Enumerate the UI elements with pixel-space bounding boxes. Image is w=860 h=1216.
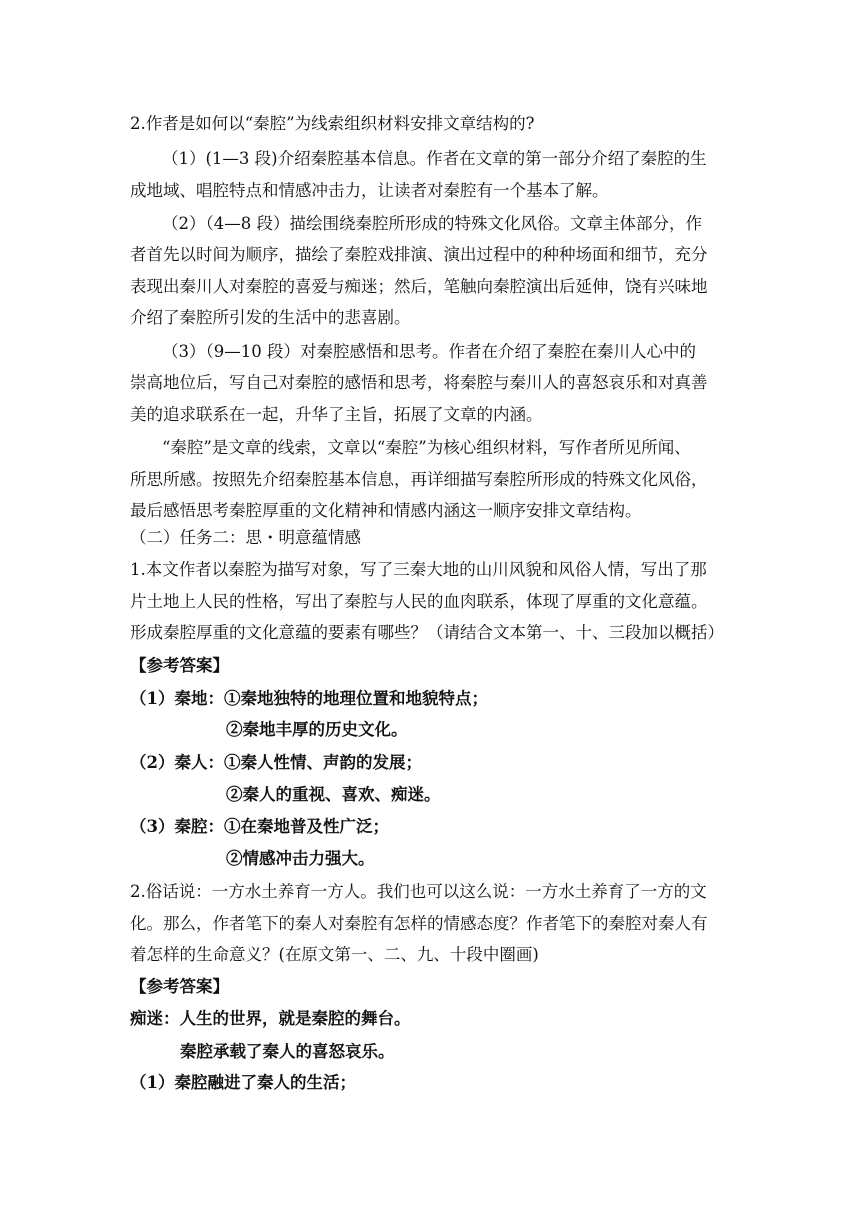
answer-line: 秦腔承载了秦人的喜怒哀乐。	[180, 1042, 395, 1061]
paragraph-line: （1）(1—3 段)介绍秦腔基本信息。作者在文章的第一部分介绍了秦腔的生	[162, 149, 707, 168]
answer-line: （1）秦地：①秦地独特的地理位置和地貌特点；	[130, 689, 488, 708]
task-2-heading: （二）任务二：思・明意蕴情感	[130, 528, 361, 547]
answer-line: （3）秦腔：①在秦地普及性广泛；	[130, 817, 389, 836]
answer-line: ②秦地丰厚的历史文化。	[226, 720, 408, 739]
paragraph-line: （3）（9—10 段）对秦腔感悟和思考。作者在介绍了秦腔在秦川人心中的	[162, 342, 696, 361]
answer-label: 【参考答案】	[130, 977, 229, 996]
paragraph-line: 美的追求联系在一起，升华了主旨，拓展了文章的内涵。	[130, 405, 543, 424]
summary-line: 所思所感。按照先介绍秦腔基本信息，再详细描写秦腔所形成的特殊文化风俗，	[130, 470, 708, 489]
paragraph-line: 者首先以时间为顺序，描绘了秦腔戏排演、演出过程中的种种场面和细节，充分	[130, 245, 708, 264]
answer-label: 【参考答案】	[130, 656, 229, 675]
question-line: 着怎样的生命意义？(在原文第一、二、九、十段中圈画)	[130, 945, 539, 964]
question-line: 2.俗话说：一方水土养育一方人。我们也可以这么说：一方水土养育了一方的文	[130, 882, 707, 901]
answer-line: ②情感冲击力强大。	[226, 849, 375, 868]
question-2-title: 2.作者是如何以“秦腔”为线索组织材料安排文章结构的?	[130, 114, 535, 133]
paragraph-line: 介绍了秦腔所引发的生活中的悲喜剧。	[130, 308, 411, 327]
summary-line: “秦腔”是文章的线索，文章以“秦腔”为核心组织材料，写作者所见所闻、	[162, 438, 691, 457]
answer-line: ②秦人的重视、喜欢、痴迷。	[226, 785, 441, 804]
question-line: 形成秦腔厚重的文化意蕴的要素有哪些？（请结合文本第一、十、三段加以概括）	[130, 623, 724, 642]
answer-line: （1）秦腔融进了秦人的生活；	[130, 1073, 356, 1092]
question-line: 1.本文作者以秦腔为描写对象，写了三秦大地的山川风貌和风俗人情，写出了那	[130, 560, 707, 579]
paragraph-line: 成地域、唱腔特点和情感冲击力，让读者对秦腔有一个基本了解。	[130, 181, 609, 200]
paragraph-line: 表现出秦川人对秦腔的喜爱与痴迷；然后，笔触向秦腔演出后延伸，饶有兴味地	[130, 277, 708, 296]
question-line: 片土地上人民的性格，写出了秦腔与人民的血肉联系，体现了厚重的文化意蕴。	[130, 592, 708, 611]
answer-line: （2）秦人：①秦人性情、声韵的发展；	[130, 753, 422, 772]
paragraph-line: 崇高地位后，写自己对秦腔的感悟和思考，将秦腔与秦川人的喜怒哀乐和对真善	[130, 373, 708, 392]
answer-line: 痴迷：人生的世界，就是秦腔的舞台。	[130, 1009, 411, 1028]
paragraph-line: （2）（4—8 段）描绘围绕秦腔所形成的特殊文化风俗。文章主体部分，作	[162, 214, 702, 233]
summary-line: 最后感悟思考秦腔厚重的文化精神和情感内涵这一顺序安排文章结构。	[130, 501, 642, 520]
question-line: 化。那么，作者笔下的秦人对秦腔有怎样的情感态度？作者笔下的秦腔对秦人有	[130, 914, 708, 933]
